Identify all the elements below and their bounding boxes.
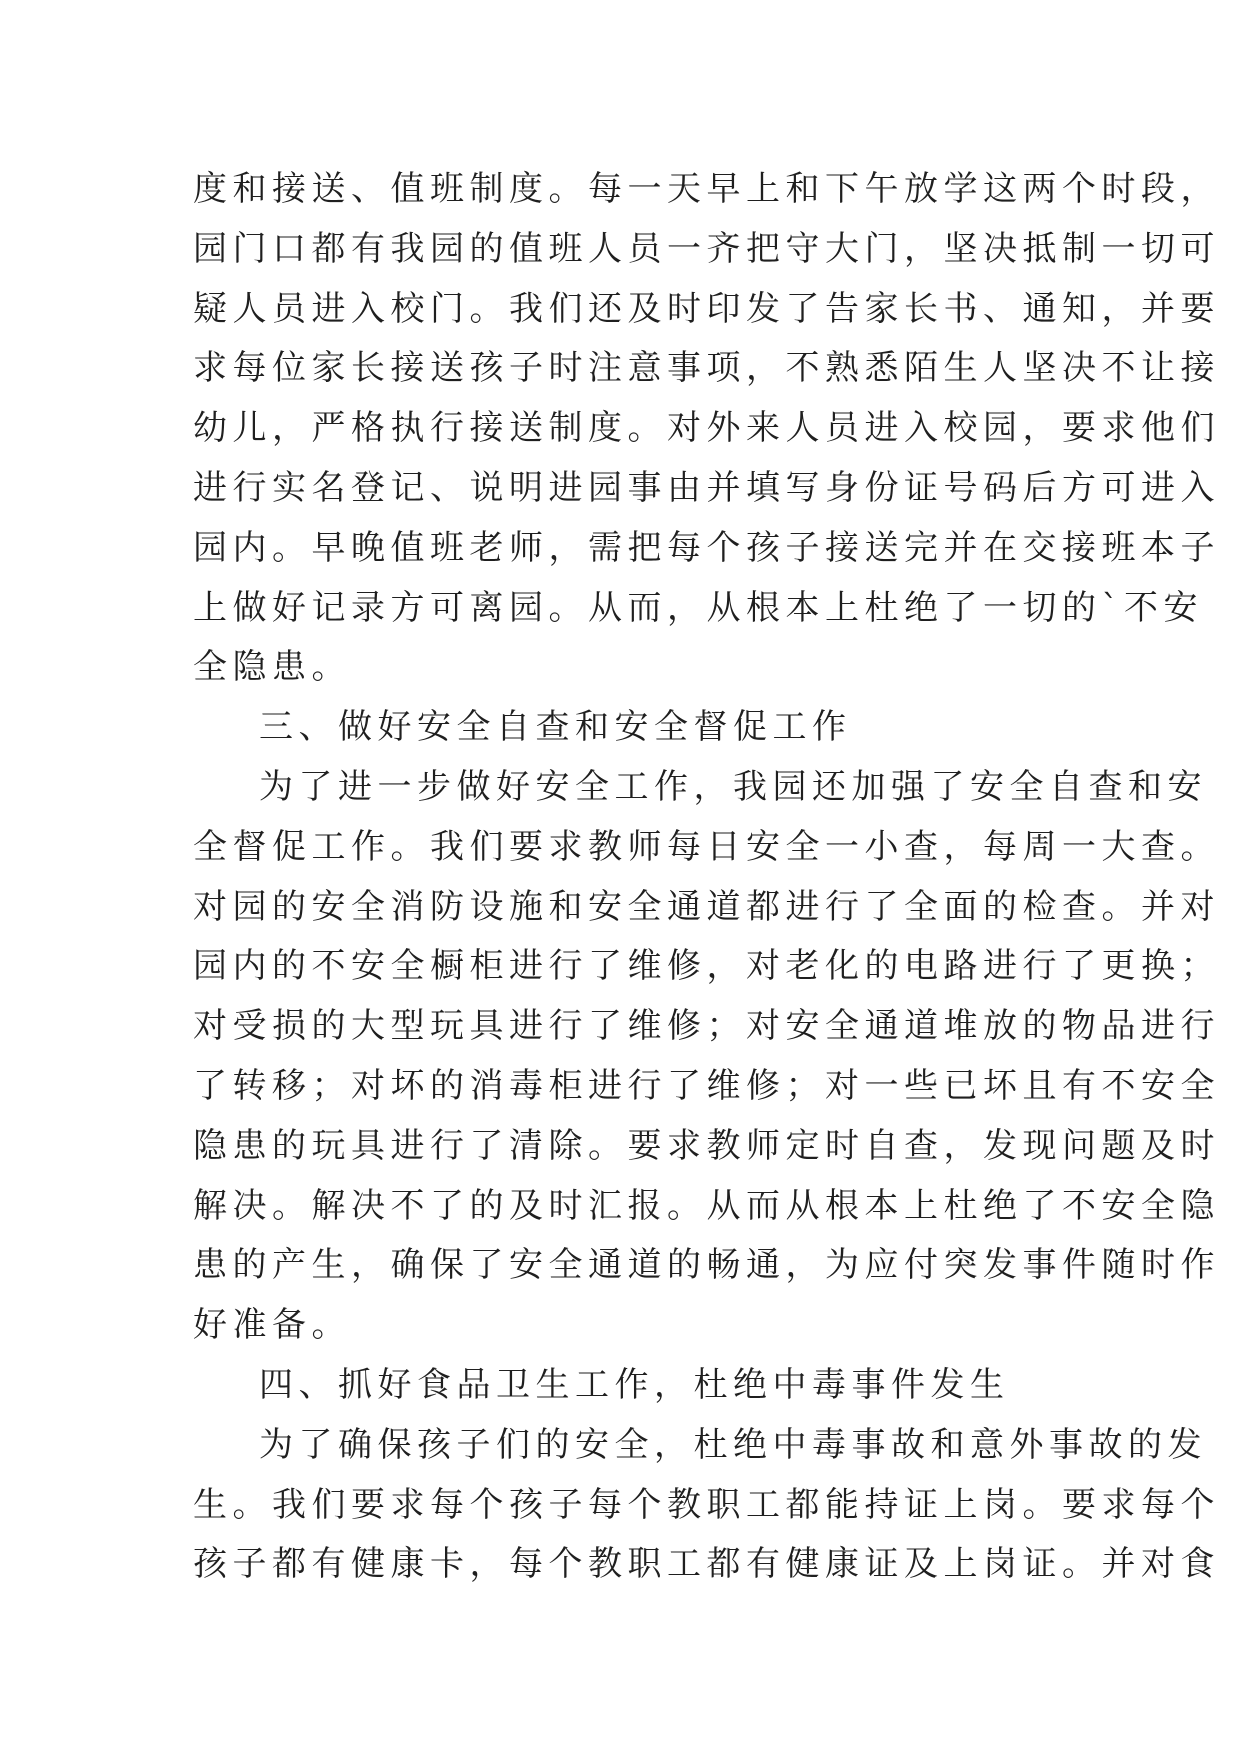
text-line: 全督促工作。我们要求教师每日安全一小查，每周一大查。 (193, 826, 1220, 867)
text-line: 孩子都有健康卡，每个教职工都有健康证及上岗证。并对食 (193, 1544, 1220, 1585)
text-line: 生。我们要求每个孩子每个教职工都能持证上岗。要求每个 (193, 1484, 1220, 1525)
text-line: 对园的安全消防设施和安全通道都进行了全面的检查。并对 (193, 886, 1220, 927)
paragraph-first-line: 为了进一步做好安全工作，我园还加强了安全自查和安 (259, 766, 1207, 807)
text-line: 上做好记录方可离园。从而，从根本上杜绝了一切的`不安 (193, 587, 1203, 628)
text-line: 对受损的大型玩具进行了维修；对安全通道堆放的物品进行 (193, 1006, 1220, 1047)
text-line: 解决。解决不了的及时汇报。从而从根本上杜绝了不安全隐 (193, 1185, 1220, 1226)
text-line: 度和接送、值班制度。每一天早上和下午放学这两个时段， (193, 169, 1220, 209)
document-body (193, 160, 1220, 1595)
paragraph-first-line: 三、做好安全自查和安全督促工作 (259, 707, 852, 748)
text-line: 园门口都有我园的值班人员一齐把守大门，坚决抵制一切可 (193, 228, 1220, 269)
text-line: 进行实名登记、说明进园事由并填写身份证号码后方可进入 (193, 467, 1220, 508)
paragraph-first-line: 四、抓好食品卫生工作，杜绝中毒事件发生 (259, 1364, 1010, 1405)
text-line: 隐患的玩具进行了清除。要求教师定时自查，发现问题及时 (193, 1125, 1220, 1166)
text-line: 全隐患。 (193, 647, 351, 688)
text-line: 求每位家长接送孩子时注意事项，不熟悉陌生人坚决不让接 (193, 348, 1220, 389)
text-line: 园内的不安全橱柜进行了维修，对老化的电路进行了更换； (193, 946, 1220, 987)
text-line: 好准备。 (193, 1305, 351, 1346)
text-line: 了转移；对坏的消毒柜进行了维修；对一些已坏且有不安全 (193, 1065, 1220, 1106)
text-line: 园内。早晚值班老师，需把每个孩子接送完并在交接班本子 (193, 527, 1220, 568)
text-line: 患的产生，确保了安全通道的畅通，为应付突发事件随时作 (193, 1245, 1220, 1286)
paragraph-first-line: 为了确保孩子们的安全，杜绝中毒事故和意外事故的发 (259, 1424, 1207, 1465)
text-line: 疑人员进入校门。我们还及时印发了告家长书、通知，并要 (193, 288, 1220, 329)
text-line: 幼儿，严格执行接送制度。对外来人员进入校园，要求他们 (193, 408, 1220, 449)
